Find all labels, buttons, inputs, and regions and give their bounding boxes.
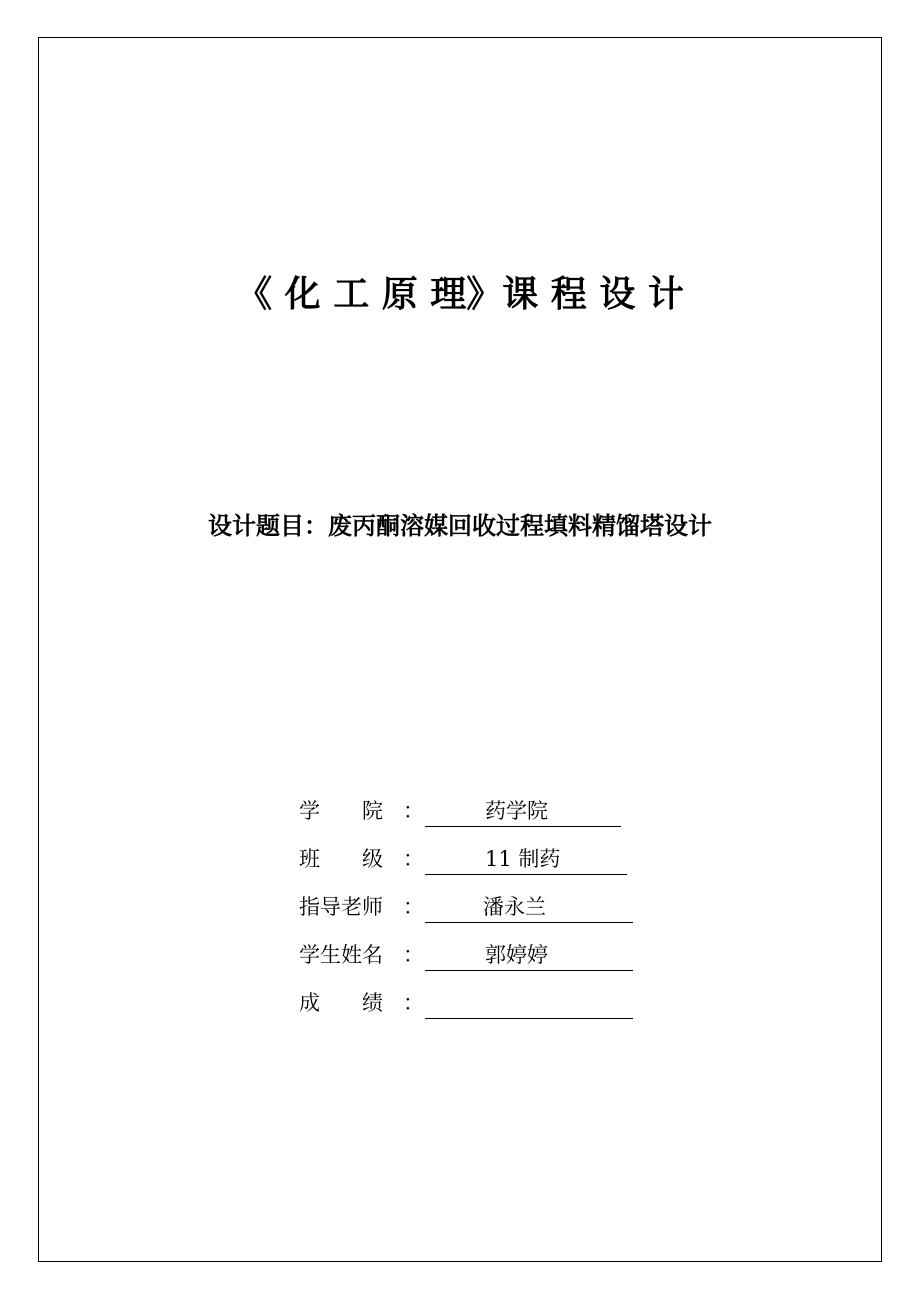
info-row-class	[299, 844, 659, 892]
info-label: 学 院	[299, 799, 383, 823]
info-value: 药学院	[485, 799, 548, 823]
info-row-grade	[299, 988, 659, 1036]
info-row-student	[299, 940, 659, 988]
info-label: 班 级	[299, 847, 383, 871]
info-colon: ：	[403, 943, 424, 967]
info-value-line	[425, 940, 633, 971]
info-colon: ：	[403, 799, 424, 823]
info-colon: ：	[403, 991, 424, 1015]
info-value-line	[425, 892, 633, 923]
info-value: 11 制药	[485, 847, 561, 871]
info-block	[299, 796, 659, 1036]
info-value-line	[425, 988, 633, 1019]
info-row-advisor	[299, 892, 659, 940]
info-row-college	[299, 796, 659, 844]
page-border	[38, 37, 882, 1262]
info-label: 学生姓名	[299, 943, 383, 967]
info-label: 指导老师	[299, 895, 383, 919]
info-value: 郭婷婷	[485, 943, 548, 967]
info-label: 成 绩	[299, 991, 383, 1015]
document-title: 《 化 工 原 理》课 程 设 计	[236, 273, 684, 315]
info-value-line	[425, 796, 621, 827]
info-value: 潘永兰	[483, 895, 546, 919]
info-colon: ：	[403, 895, 424, 919]
info-value-line	[425, 844, 627, 875]
info-colon: ：	[403, 847, 424, 871]
design-subject: 设计题目：废丙酮溶媒回收过程填料精馏塔设计	[208, 511, 712, 540]
